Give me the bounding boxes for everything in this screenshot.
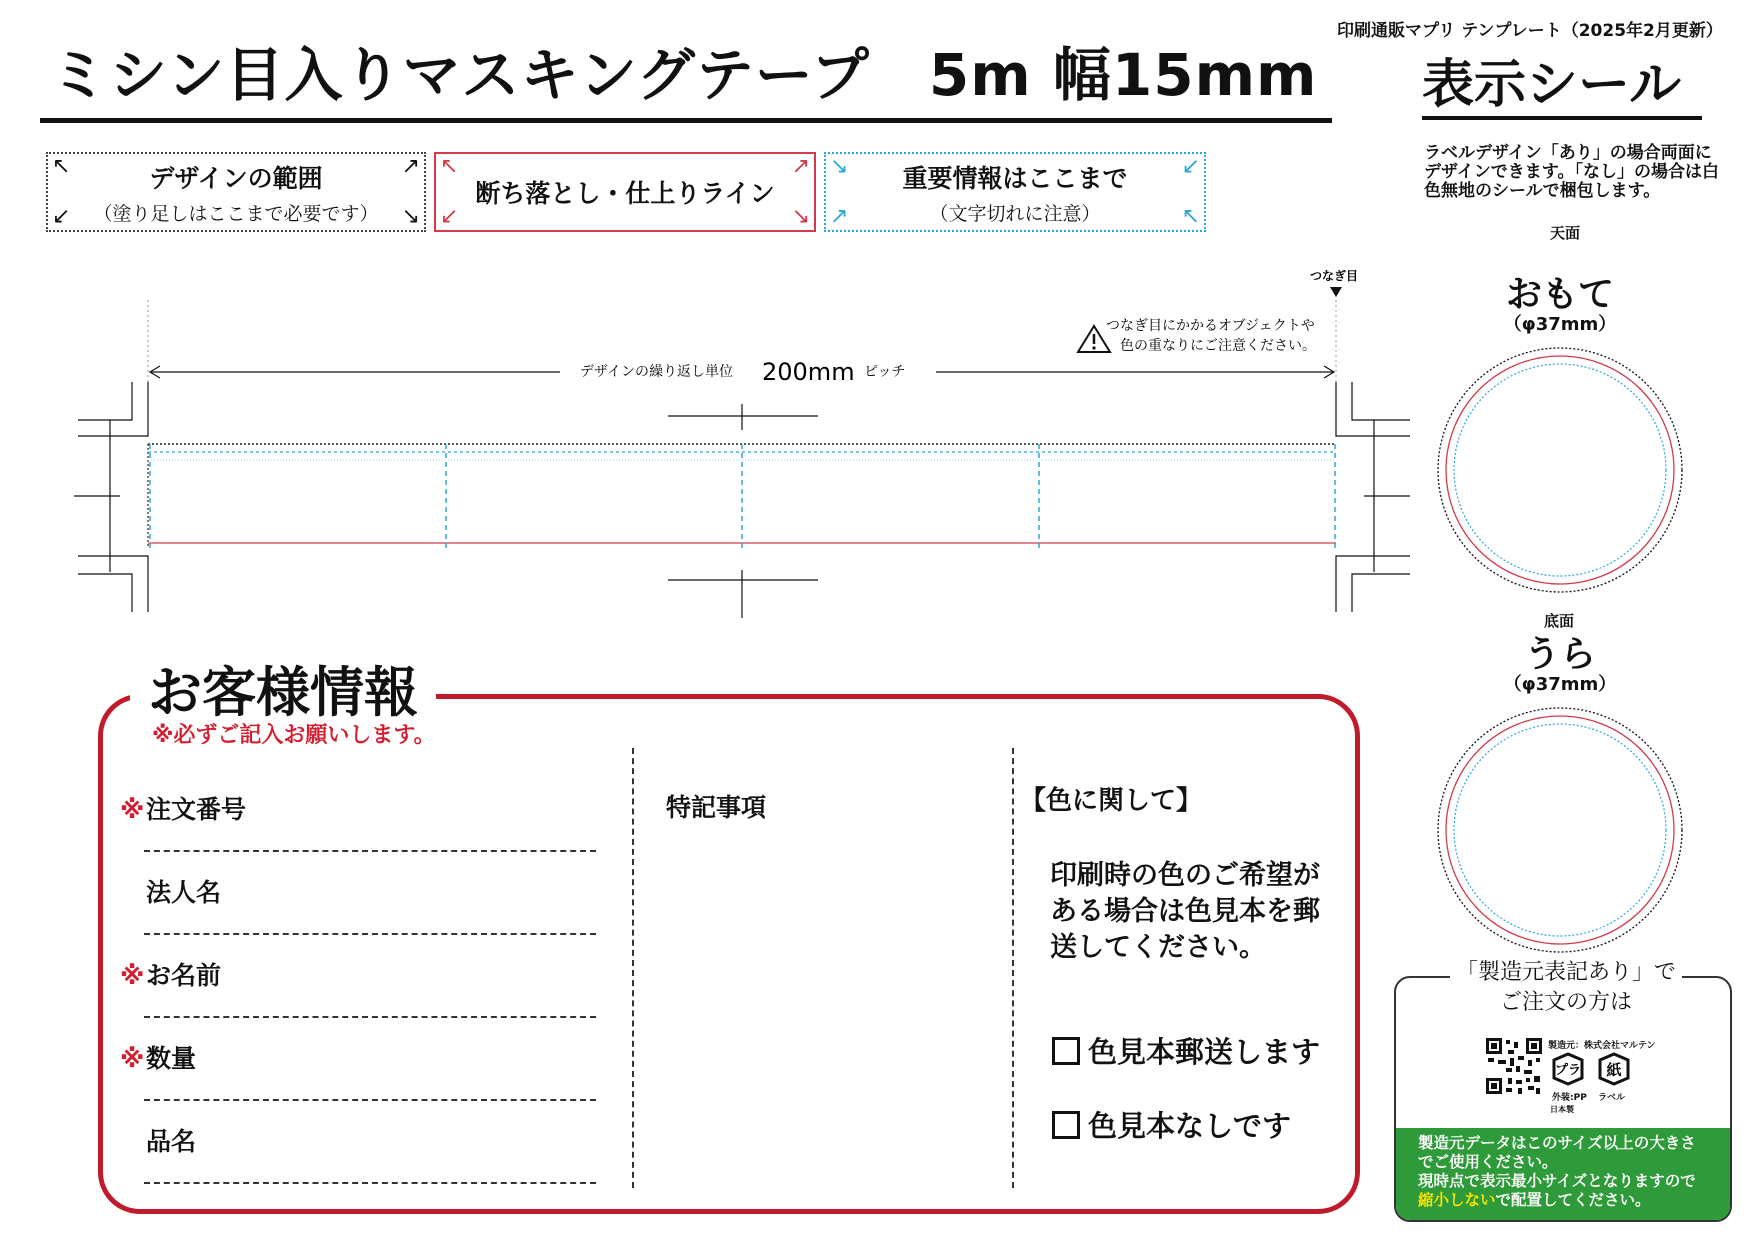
checkbox-send-sample[interactable]	[1052, 1030, 1320, 1071]
crop-marks-left	[74, 382, 148, 612]
column-divider	[632, 748, 634, 1188]
checkbox-no-sample[interactable]	[1052, 1104, 1291, 1145]
field-line	[144, 933, 596, 935]
svg-text:紙: 紙	[1606, 1061, 1622, 1079]
warning-line2: 色の重なりにご注意ください。	[1120, 338, 1316, 354]
bottom-face-label: 底面	[1544, 612, 1575, 630]
legend-safe-label: 重要情報はここまで	[902, 163, 1128, 193]
arrow-ne-icon: ↗	[401, 154, 420, 179]
field-label: 注文番号	[146, 795, 247, 824]
checkbox-label: 色見本郵送します	[1088, 1035, 1321, 1069]
field-order-number[interactable]	[120, 790, 600, 826]
arrow-nw-icon: ↖	[1181, 204, 1200, 229]
template-note: 印刷通販マプリ テンプレート（2025年2月更新）	[1337, 21, 1723, 41]
color-heading: 【色に関して】	[1020, 786, 1203, 816]
field-product-name[interactable]	[120, 1122, 600, 1158]
legend-safe-sub: （文字切れに注意）	[929, 202, 1101, 225]
origin-label: 日本製	[1550, 1105, 1574, 1114]
arrow-se-icon: ↘	[401, 204, 420, 229]
legend-range-label: デザインの範囲	[149, 163, 323, 193]
field-label: お名前	[146, 961, 222, 990]
color-instructions: 印刷時の色のご希望がある場合は色見本を郵送してください。	[1050, 860, 1320, 963]
required-note: ※必ずご記入お願いします。	[152, 723, 436, 748]
joint-triangle-icon	[1330, 287, 1342, 297]
column-divider	[1012, 748, 1014, 1188]
repeat-suffix: ピッチ	[864, 364, 906, 380]
required-mark: ※	[120, 1044, 145, 1073]
legend-design-range	[46, 152, 426, 232]
center-marks	[668, 404, 818, 618]
repeat-prefix: デザインの繰り返し単位	[580, 364, 734, 380]
field-line	[144, 1016, 596, 1018]
arrow-ne-icon: ↗	[791, 154, 810, 179]
seal-description: ラベルデザイン「あり」の場合両面にデザインできます。「なし」の場合は白色無地のシールで梱包します。	[1424, 143, 1719, 201]
top-face-label: 天面	[1550, 224, 1581, 242]
notice-highlight: 縮小しない	[1418, 1191, 1496, 1209]
arrow-sw-icon: ↙	[440, 204, 459, 229]
required-mark: ※	[120, 961, 145, 990]
field-label: 法人名	[146, 878, 222, 907]
field-company[interactable]	[120, 873, 600, 909]
manufacturer-notice: 製造元データはこのサイズ以上の大きさ でご使用ください。 現時点で表示最小サイズとなりますので 縮小しないで配置してください。	[1396, 1128, 1730, 1220]
field-quantity[interactable]	[120, 1039, 600, 1075]
front-size: （φ37mm）	[1503, 314, 1617, 335]
repeat-value: 200mm	[762, 358, 855, 386]
seal-rule	[1422, 116, 1702, 120]
back-seal-circle	[1436, 706, 1686, 956]
arrow-se-icon: ↘	[791, 204, 810, 229]
front-seal-circle	[1436, 346, 1686, 596]
back-label: うら	[1523, 634, 1596, 675]
field-line	[144, 1099, 596, 1101]
manufacturer-heading: 「製造元表記あり」で ご注文の方は	[1450, 958, 1682, 1018]
title-rule	[40, 118, 1332, 123]
checkbox-icon[interactable]	[1052, 1037, 1080, 1065]
customer-info-title: お客様情報	[130, 650, 436, 727]
page-title: ミシン目入りマスキングテープ 5m 幅15mm	[50, 41, 1318, 109]
arrow-ne-icon: ↗	[830, 204, 849, 229]
arrow-sw-icon: ↙	[1181, 154, 1200, 179]
svg-text:プラ: プラ	[1554, 1063, 1582, 1078]
tape-template-drawing	[0, 240, 1420, 620]
arrow-se-icon: ↘	[830, 154, 849, 179]
field-line	[144, 850, 596, 852]
field-line	[144, 1182, 596, 1184]
legend-range-sub: （塗り足しはここまで必要です）	[93, 202, 379, 225]
checkbox-icon[interactable]	[1052, 1111, 1080, 1139]
recycle-paper-icon	[1594, 1052, 1634, 1086]
field-label: 数量	[146, 1044, 197, 1073]
field-label: 品名	[146, 1127, 197, 1156]
legend-safe-area	[824, 152, 1206, 232]
legend-cut-label: 断ち落とし・仕上りライン	[475, 179, 775, 208]
label-material: ラベル	[1598, 1093, 1626, 1103]
maker-name: 製造元：株式会社マルテン	[1548, 1041, 1656, 1051]
required-mark: ※	[120, 795, 145, 824]
joint-label: つなぎ目	[1310, 269, 1359, 283]
arrow-nw-icon: ↖	[440, 154, 459, 179]
field-name[interactable]	[120, 956, 600, 992]
qr-code-icon	[1486, 1038, 1542, 1094]
checkbox-label: 色見本なしです	[1088, 1109, 1292, 1143]
crop-marks-right	[1336, 382, 1410, 612]
warning-line1: つなぎ目にかかるオブジェクトや	[1106, 318, 1315, 334]
outer-material: 外装:PP	[1552, 1093, 1587, 1103]
special-notes-label: 特記事項	[666, 793, 767, 822]
recycle-pp-icon	[1548, 1052, 1588, 1086]
arrow-sw-icon: ↙	[52, 204, 71, 229]
legend-cut-line	[434, 152, 816, 232]
back-size: （φ37mm）	[1503, 674, 1617, 695]
seal-title: 表示シール	[1422, 55, 1681, 115]
arrow-nw-icon: ↖	[52, 154, 71, 179]
front-label: おもて	[1505, 274, 1614, 315]
